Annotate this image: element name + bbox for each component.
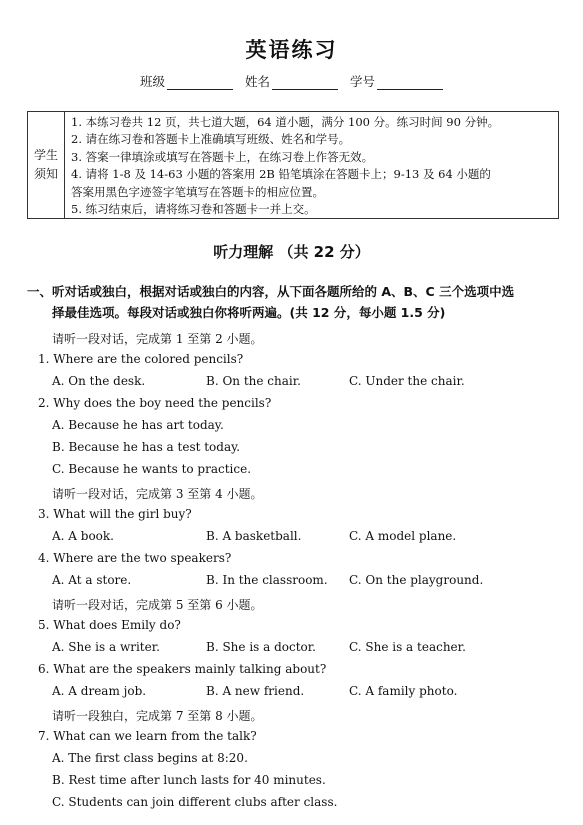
question: 7. What can we learn from the talk? bbox=[38, 729, 257, 743]
notice-line: 1. 本练习卷共 12 页，共七道大题，64 道小题，满分 100 分。练习时间 90 分钟。 bbox=[71, 115, 500, 129]
option: A. The first class begins at 8:20. bbox=[52, 751, 248, 765]
section-title: 听力理解 （共 22 分） bbox=[213, 243, 370, 261]
notice-line: 3. 答案一律填涂或填写在答题卡上，在练习卷上作答无效。 bbox=[71, 149, 374, 164]
option: B. In the classroom. bbox=[206, 573, 328, 587]
option: A. She is a writer. bbox=[52, 640, 160, 654]
notice-body bbox=[65, 112, 558, 218]
option: C. She is a teacher. bbox=[349, 640, 466, 654]
part1-heading-line1: 一、听对话或独白，根据对话或独白的内容，从下面各题所给的 A、B、C 三个选项中选 bbox=[27, 284, 515, 299]
option: B. A basketball. bbox=[206, 529, 302, 543]
option: A. A book. bbox=[52, 529, 114, 543]
class-blank[interactable] bbox=[167, 76, 233, 90]
question: 1. Where are the colored pencils? bbox=[38, 352, 244, 366]
option: C. Because he wants to practice. bbox=[52, 462, 252, 476]
option: C. A model plane. bbox=[349, 529, 457, 543]
instruction: 请听一段对话，完成第 3 至第 4 小题。 bbox=[52, 487, 263, 501]
instruction: 请听一段对话，完成第 5 至第 6 小题。 bbox=[52, 598, 263, 612]
question: 4. Where are the two speakers? bbox=[38, 551, 232, 565]
notice-line: 5. 练习结束后，请将练习卷和答题卡一并上交。 bbox=[71, 202, 316, 217]
part1-heading-line2: 择最佳选项。每段对话或独白你将听两遍。(共 12 分，每小题 1.5 分) bbox=[52, 305, 446, 320]
notice-line: 4. 请将 1-8 及 14-63 小题的答案用 2B 铅笔填涂在答题卡上；9-13 及 64 小题的 bbox=[71, 167, 491, 182]
notice-label-line2: 须知 bbox=[33, 167, 58, 181]
notice-label bbox=[28, 112, 65, 218]
option: C. A family photo. bbox=[349, 684, 458, 698]
option: B. Rest time after lunch lasts for 40 minutes. bbox=[52, 773, 326, 787]
option: B. A new friend. bbox=[206, 684, 305, 698]
question: 2. Why does the boy need the pencils? bbox=[38, 396, 272, 410]
question: 6. What are the speakers mainly talking about? bbox=[38, 662, 327, 676]
name-field[interactable] bbox=[245, 72, 338, 90]
instruction: 请听一段独白，完成第 7 至第 8 小题。 bbox=[52, 709, 263, 723]
name-label: 姓名 bbox=[244, 74, 270, 89]
instruction: 请听一段对话，完成第 1 至第 2 小题。 bbox=[52, 332, 263, 346]
page-title: 英语练习 bbox=[245, 38, 338, 62]
option: C. Students can join different clubs after class. bbox=[52, 795, 338, 809]
name-blank[interactable] bbox=[272, 76, 338, 90]
notice-box bbox=[27, 111, 559, 219]
question: 3. What will the girl buy? bbox=[38, 507, 192, 521]
option: A. A dream job. bbox=[52, 684, 147, 698]
id-blank[interactable] bbox=[377, 76, 443, 90]
option: B. On the chair. bbox=[206, 374, 301, 388]
id-label: 学号 bbox=[350, 74, 376, 89]
class-field[interactable] bbox=[140, 72, 233, 90]
option: B. She is a doctor. bbox=[206, 640, 316, 654]
option: A. On the desk. bbox=[52, 374, 146, 388]
student-info-row bbox=[0, 72, 583, 90]
option: A. At a store. bbox=[52, 573, 132, 587]
notice-line: 2. 请在练习卷和答题卡上准确填写班级、姓名和学号。 bbox=[71, 132, 351, 147]
question: 5. What does Emily do? bbox=[38, 618, 181, 632]
id-field[interactable] bbox=[350, 72, 443, 90]
class-label: 班级 bbox=[139, 74, 165, 89]
option: A. Because he has art today. bbox=[52, 418, 224, 432]
option: C. On the playground. bbox=[349, 573, 484, 587]
notice-label-line1: 学生 bbox=[33, 148, 58, 162]
notice-line: 答案用黑色字迹签字笔填写在答题卡的相应位置。 bbox=[71, 184, 324, 199]
option: C. Under the chair. bbox=[349, 374, 465, 388]
option: B. Because he has a test today. bbox=[52, 440, 241, 454]
